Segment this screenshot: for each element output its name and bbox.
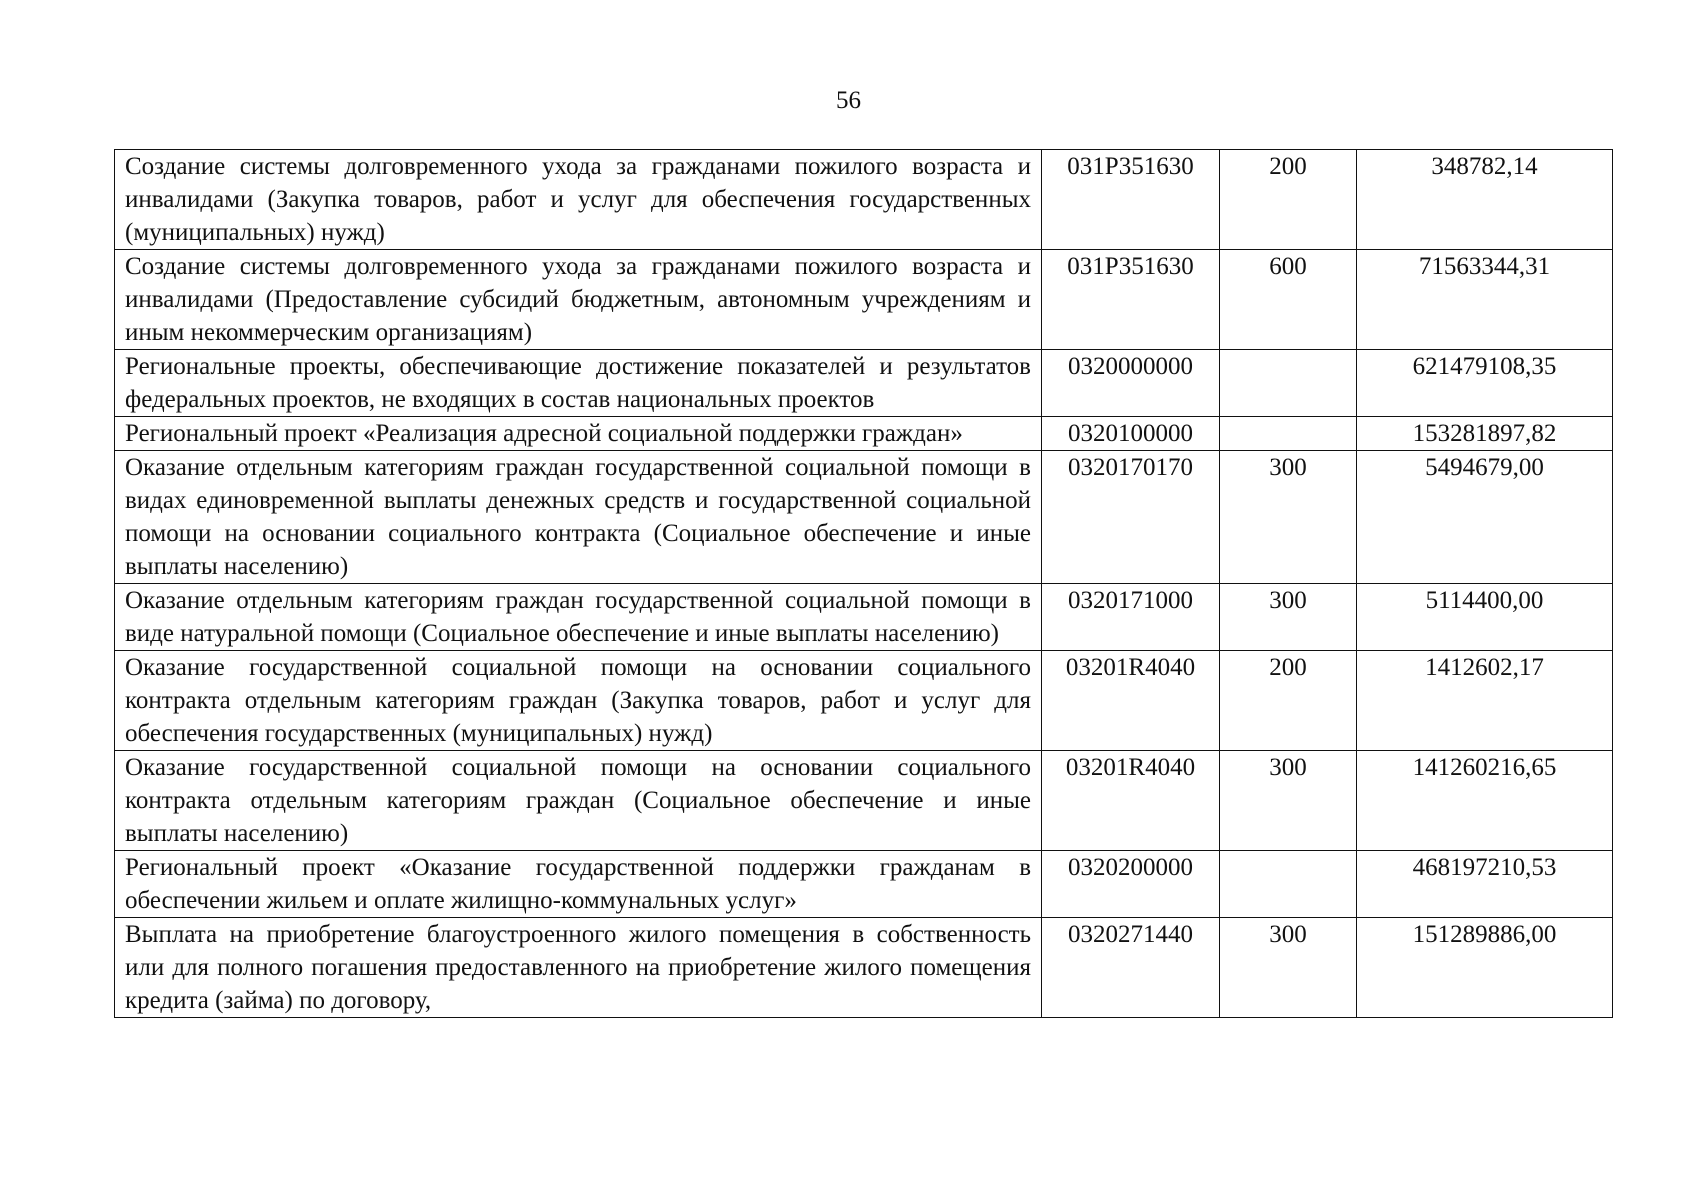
row-amount: 1412602,17 <box>1357 651 1613 751</box>
table-row <box>115 651 1613 751</box>
row-description: Региональный проект «Оказание государственной поддержки гражданам в обеспечении жильем и оплате жилищно-коммунальных услуг» <box>115 851 1042 918</box>
row-amount: 153281897,82 <box>1357 417 1613 451</box>
row-description: Оказание отдельным категориям граждан государственной социальной помощи в видах единовременной выплаты денежных средств и государственной социальной помощи на основании социального контракта (Социальное обеспечение и иные выплаты населению) <box>115 451 1042 584</box>
table-row <box>115 250 1613 350</box>
table-row <box>115 918 1613 1018</box>
row-expense-type: 600 <box>1220 250 1357 350</box>
row-expense-type <box>1220 350 1357 417</box>
table-row <box>115 584 1613 651</box>
table-row <box>115 451 1613 584</box>
row-target-code: 0320171000 <box>1042 584 1220 651</box>
row-amount: 151289886,00 <box>1357 918 1613 1018</box>
row-description: Оказание отдельным категориям граждан государственной социальной помощи в виде натуральной помощи (Социальное обеспечение и иные выплаты населению) <box>115 584 1042 651</box>
row-target-code: 031P351630 <box>1042 150 1220 250</box>
row-amount: 468197210,53 <box>1357 851 1613 918</box>
row-expense-type: 200 <box>1220 150 1357 250</box>
row-amount: 141260216,65 <box>1357 751 1613 851</box>
row-expense-type: 300 <box>1220 451 1357 584</box>
row-description: Создание системы долговременного ухода за гражданами пожилого возраста и инвалидами (Предоставление субсидий бюджетным, автономным учреждениям и иным некоммерческим организациям) <box>115 250 1042 350</box>
table-row <box>115 851 1613 918</box>
row-amount: 5114400,00 <box>1357 584 1613 651</box>
row-amount: 5494679,00 <box>1357 451 1613 584</box>
row-amount: 71563344,31 <box>1357 250 1613 350</box>
row-expense-type: 300 <box>1220 918 1357 1018</box>
page-number: 56 <box>836 87 861 114</box>
row-target-code: 0320100000 <box>1042 417 1220 451</box>
table-row <box>115 751 1613 851</box>
table-row <box>115 417 1613 451</box>
row-description: Выплата на приобретение благоустроенного жилого помещения в собственность или для полного погашения предоставленного на приобретение жилого помещения кредита (займа) по договору, <box>115 918 1042 1018</box>
row-amount: 621479108,35 <box>1357 350 1613 417</box>
row-description: Оказание государственной социальной помощи на основании социального контракта отдельным категориям граждан (Закупка товаров, работ и услуг для обеспечения государственных (муниципальных) нужд) <box>115 651 1042 751</box>
budget-table <box>114 149 1613 1018</box>
row-expense-type <box>1220 851 1357 918</box>
row-description: Региональный проект «Реализация адресной социальной поддержки граждан» <box>115 417 1042 451</box>
row-expense-type: 300 <box>1220 584 1357 651</box>
row-expense-type <box>1220 417 1357 451</box>
row-description: Региональные проекты, обеспечивающие достижение показателей и результатов федеральных проектов, не входящих в состав национальных проектов <box>115 350 1042 417</box>
row-target-code: 03201R4040 <box>1042 751 1220 851</box>
table-row <box>115 350 1613 417</box>
row-description: Создание системы долговременного ухода за гражданами пожилого возраста и инвалидами (Закупка товаров, работ и услуг для обеспечения государственных (муниципальных) нужд) <box>115 150 1042 250</box>
row-target-code: 03201R4040 <box>1042 651 1220 751</box>
row-expense-type: 300 <box>1220 751 1357 851</box>
row-target-code: 0320000000 <box>1042 350 1220 417</box>
row-target-code: 0320170170 <box>1042 451 1220 584</box>
row-expense-type: 200 <box>1220 651 1357 751</box>
row-target-code: 0320271440 <box>1042 918 1220 1018</box>
table-row <box>115 150 1613 250</box>
row-target-code: 0320200000 <box>1042 851 1220 918</box>
row-amount: 348782,14 <box>1357 150 1613 250</box>
row-target-code: 031P351630 <box>1042 250 1220 350</box>
row-description: Оказание государственной социальной помощи на основании социального контракта отдельным категориям граждан (Социальное обеспечение и иные выплаты населению) <box>115 751 1042 851</box>
